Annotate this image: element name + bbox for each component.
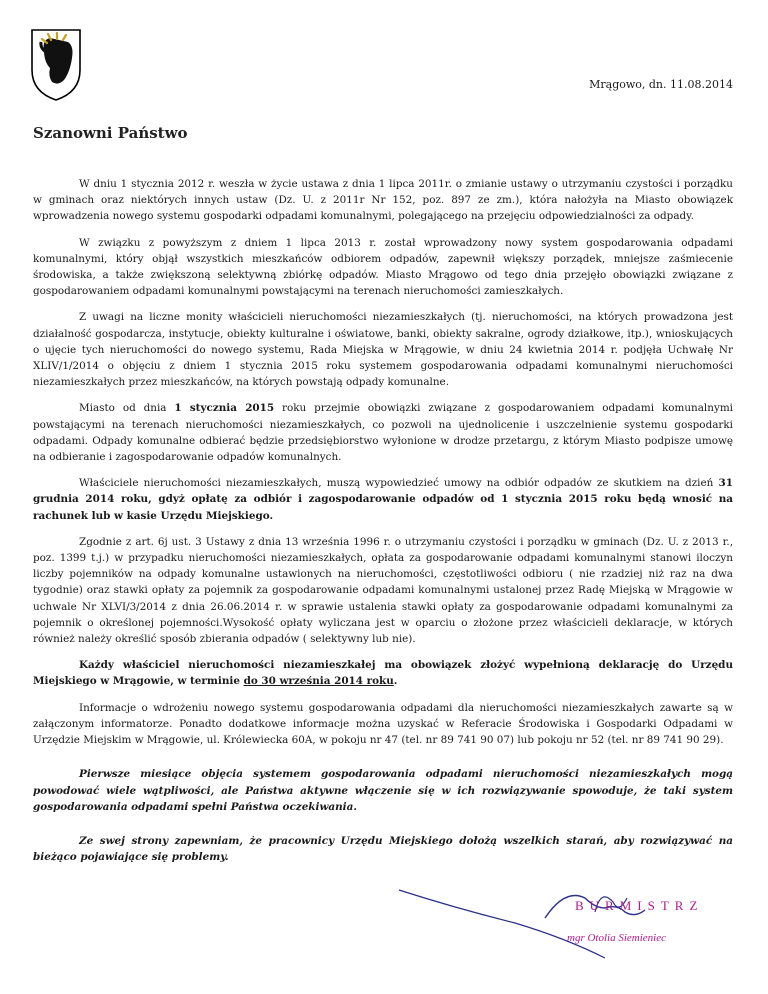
signature-name: mgr Otolia Siemieniec [567,932,666,944]
paragraph-5: Właściciele nieruchomości niezamieszkałych, muszą wypowiedzieć umowy na odbiór odpadów ze skutkiem na dzień 31 grudnia 2014 roku, gdyż opłatę za odbiór i zagospodarowanie odpadów od 1 stycznia 2015 roku będą wnosić na rachunek lub w kasie Urzędu Miejskiego. [33,477,733,522]
signature-block [395,868,735,968]
letter-body [33,176,733,875]
signature-title: BURMISTRZ [575,898,704,913]
paragraph-9: Pierwsze miesiące objęcia systemem gospodarowania odpadami nieruchomości niezamieszkałych mogą powodować wiele wątpliwości, ale Państwa aktywne włączenie się w ich rozwiązywanie spowoduje, że taki system gospodarowania odpadami spełni Państwa oczekiwania. [33,768,733,813]
handwritten-signature-icon [395,868,735,968]
paragraph-6: Zgodnie z art. 6j ust. 3 Ustawy z dnia 13 września 1996 r. o utrzymaniu czystości i porządku w gminach (Dz. U. z 2013 r., poz. 1399 t.j.) w przypadku nieruchomości niezamieszkałych, opłata za gospodarowanie odpadami komunalnymi stanowi iloczyn liczby pojemników na odpady komunalne ustawionych na nieruchomości, częstotliwości odbioru ( nie rzadziej niż raz na dwa tygodnie) oraz stawki opłaty za pojemnik za gospodarowanie odpadami komunalnymi ustalonej przez Radę Miejską w Mrągowie w uchwale Nr XLVI/3/2014 z dnia 26.06.2014 r. w sprawie ustalenia stawki opłaty za gospodarowanie odpadami komunalnymi za pojemnik o określonej pojemności.Wysokość opłaty wyliczana jest w oparciu o złożone przez właścicieli deklaracje, w których również należy określić sposób zbierania odpadów ( selektywny lub nie). [33,535,733,646]
paragraph-10: Ze swej strony zapewniam, że pracownicy Urzędu Miejskiego dołożą wszelkich starań, aby rozwiązywać na bieżąco pojawiające się problemy. [33,834,733,864]
coat-of-arms-bear-paw-icon [30,28,82,102]
paragraph-3: Z uwagi na liczne monity właścicieli nieruchomości niezamieszkałych (tj. nieruchomości, na których prowadzona jest działalność gospodarcza, instytucje, obiekty kulturalne i oświatowe, banki, obiekty sakralne, ogrody działkowe, itp.), wnioskujących o ujęcie tych nieruchomości do nowego systemu, Rada Miejska w Mrągowie, w dniu 24 kwietnia 2014 r. podjęła Uchwałę Nr XLIV/1/2014 o objęciu z dniem 1 stycznia 2015 roku systemem gospodarowania odpadami komunalnymi nieruchomości niezamieszkałych przez mieszkańców, na których powstają odpady komunalne. [33,311,733,389]
greeting-heading: Szanowni Państwo [33,124,188,142]
paragraph-7: Każdy właściciel nieruchomości niezamieszkałej ma obowiązek złożyć wypełnioną deklarację do Urzędu Miejskiego w Mrągowie, w terminie do 30 września 2014 roku. [33,659,733,688]
paragraph-1: W dniu 1 stycznia 2012 r. weszła w życie ustawa z dnia 1 lipca 2011r. o zmianie ustawy o utrzymaniu czystości i porządku w gminach oraz niektórych innych ustaw (Dz. U. z 2011r Nr 152, poz. 897 ze zm.), która nałożyła na Miasto obowiązek wprowadzenia nowego systemu gospodarki odpadami komunalnymi, polegającego na przejęciu odpowiedzialności za odpady. [33,178,733,223]
paragraph-2: W związku z powyższym z dniem 1 lipca 2013 r. został wprowadzony nowy system gospodarowania odpadami komunalnymi, który objął wszystkich mieszkańców odbiorem odpadów, zapewnił większy porządek, mniejsze zaśmiecenie środowiska, a także zwiększoną selektywną zbiórkę odpadów. Miasto Mrągowo od tego dnia przejęło obowiązki związane z gospodarowaniem odpadami komunalnymi powstającymi na terenach nieruchomości zamieszkałych. [33,236,733,298]
date-line: Mrągowo, dn. 11.08.2014 [589,78,733,91]
paragraph-4: Miasto od dnia 1 stycznia 2015 roku przejmie obowiązki związane z gospodarowaniem odpadami komunalnymi powstającymi na terenach nieruchomości niezamieszkałych, co pozwoli na ujednolicenie i uszczelnienie systemu gospodarki odpadami. Odpady komunalne odbierać będzie przedsiębiorstwo wyłonione w drodze przetargu, z którym Miasto podpisze umowę na odbieranie i zagospodarowanie odpadów komunalnych. [33,402,733,464]
paragraph-8: Informacje o wdrożeniu nowego systemu gospodarowania odpadami dla nieruchomości niezamieszkałych zawarte są w załączonym informatorze. Ponadto dodatkowe informacje można uzyskać w Referacie Środowiska i Gospodarki Odpadami w Urzędzie Miejskim w Mrągowie, ul. Królewiecka 60A, w pokoju nr 47 (tel. nr 89 741 90 07) lub pokoju nr 52 (tel. nr 89 741 90 29). [33,701,733,747]
